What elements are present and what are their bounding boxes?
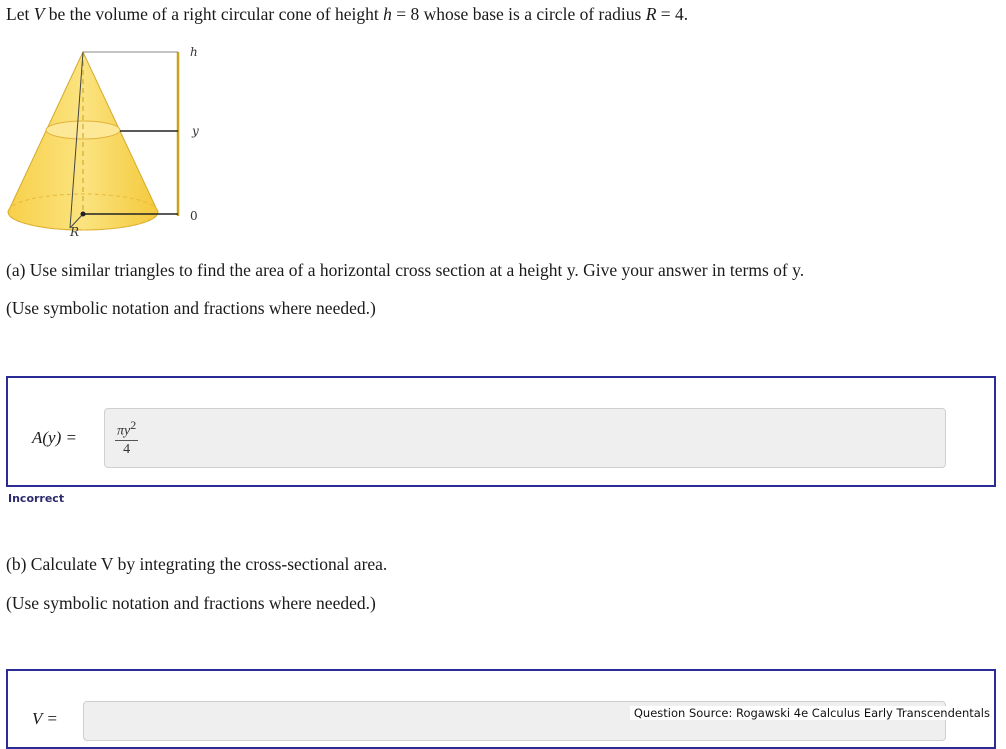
cone-figure	[0, 38, 230, 248]
part-a-feedback: Incorrect	[8, 492, 65, 505]
part-a-answer-input[interactable]	[104, 408, 946, 468]
fraction-denominator: 4	[123, 441, 131, 457]
label-y: y	[192, 124, 199, 138]
part-b-note: (Use symbolic notation and fractions where needed.)	[6, 593, 376, 613]
label-R: R	[70, 225, 80, 239]
part-a-answer-box	[6, 376, 996, 487]
part-b-prompt: (b) Calculate V by integrating the cross-sectional area.	[6, 554, 388, 574]
question-source: Question Source: Rogawski 4e Calculus Early Transcendentals	[630, 706, 994, 720]
label-h: h	[190, 45, 198, 59]
label-zero: 0	[190, 209, 198, 223]
part-a-answer-fraction	[115, 417, 138, 458]
part-a-lhs: A(y) =	[32, 428, 77, 447]
cone-body	[8, 52, 158, 230]
fraction-numerator: $\pi y^2$	[117, 418, 137, 439]
part-a-note: (Use symbolic notation and fractions where needed.)	[6, 298, 376, 318]
part-a-prompt: (a) Use similar triangles to find the area of a horizontal cross section at a height y. Give your answer in terms of y.	[6, 260, 805, 280]
part-b-lhs: V =	[32, 709, 58, 728]
problem-intro: Let V be the volume of a right circular cone of height h = 8 whose base is a circle of radius R = 4.	[6, 4, 689, 24]
